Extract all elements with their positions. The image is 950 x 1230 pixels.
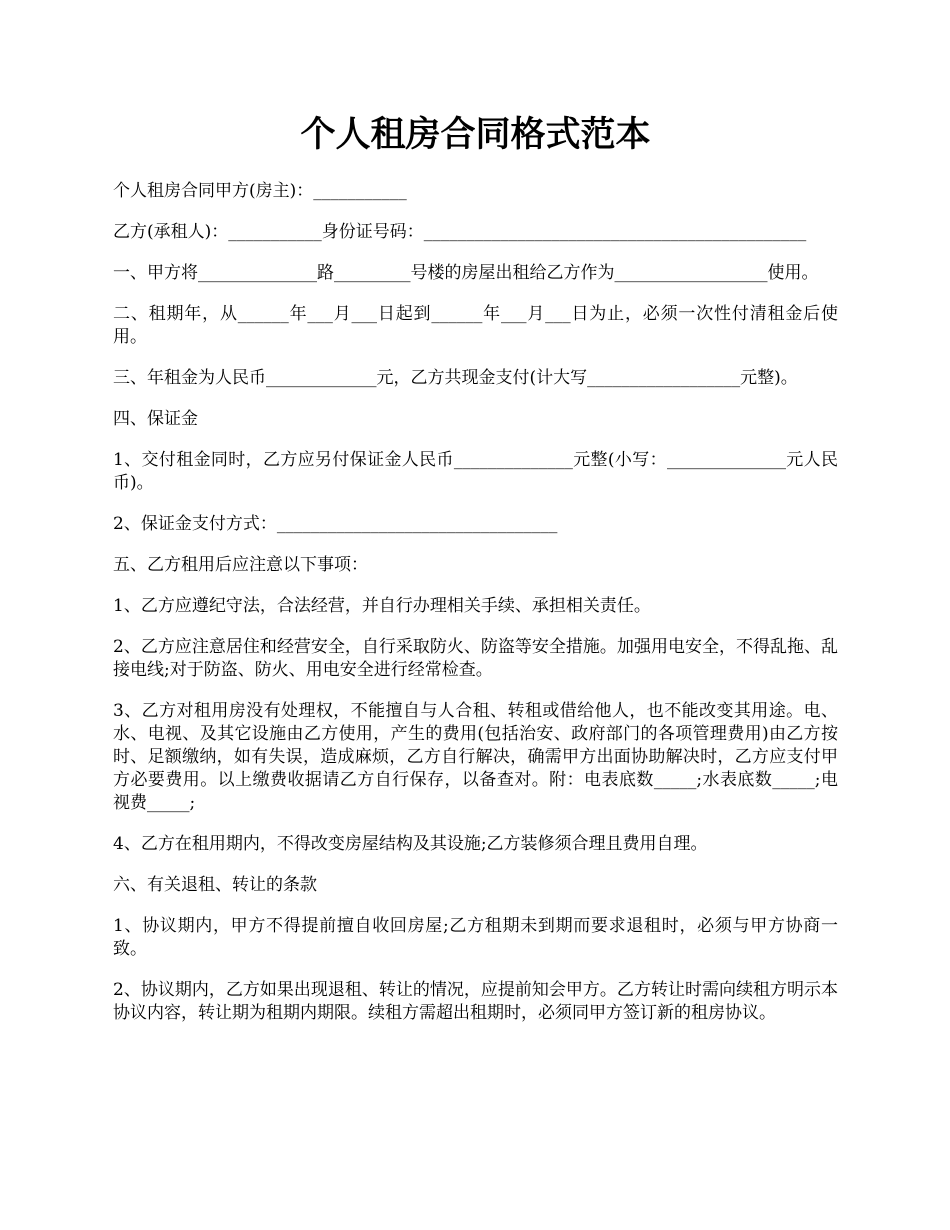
document-body [113, 180, 838, 1043]
clause-4-item-2: 2、保证金支付方式：_________________________________ [113, 514, 558, 534]
clause-5-item-3: 3、乙方对租用房没有处理权，不能擅自与人合租、转租或借给他人，也不能改变其用途。电、水、电视、及其它设施由乙方使用，产生的费用(包括治安、政府部门的各项管理费用)由乙方按时、足额缴纳，如有失误，造成麻烦，乙方自行解决，确需甲方出面协助解决时，乙方应支付甲方必要费用。以上缴费收据请乙方自行保存，以备查对。附：电表底数_____;水表底数_____;电视费_____; [113, 701, 838, 813]
clause-4-heading: 四、保证金 [113, 409, 198, 429]
party-a-line: 个人租房合同甲方(房主)：___________ [113, 181, 407, 201]
party-b-line: 乙方(承租人)：___________身份证号码：_____________________________________________ [113, 222, 807, 242]
clause-4-item-1: 1、交付租金同时，乙方应另付保证金人民币______________元整(小写：______________元人民币)。 [113, 450, 838, 493]
clause-5-item-4: 4、乙方在租用期内，不得改变房屋结构及其设施;乙方装修须合理且费用自理。 [113, 834, 708, 854]
clause-6-item-1: 1、协议期内，甲方不得提前擅自收回房屋;乙方租期未到期而要求退租时，必须与甲方协商一致。 [113, 916, 838, 959]
clause-6-heading: 六、有关退租、转让的条款 [113, 875, 317, 895]
clause-2-term: 二、租期年，从______年___月___日起到______年___月___日为止，必须一次性付清租金后使用。 [113, 304, 838, 347]
document-title: 个人租房合同格式范本 [300, 114, 651, 155]
clause-3-rent: 三、年租金为人民币_____________元，乙方共现金支付(计大写__________________元整)。 [113, 368, 798, 388]
clause-1-premises: 一、甲方将______________路_________号楼的房屋出租给乙方作为__________________使用。 [113, 263, 819, 283]
clause-6-item-2: 2、协议期内，乙方如果出现退租、转让的情况，应提前知会甲方。乙方转让时需向续租方明示本协议内容，转让期为租期内期限。续租方需超出租期时，必须同甲方签订新的租房协议。 [113, 980, 838, 1023]
clause-5-item-2: 2、乙方应注意居住和经营安全，自行采取防火、防盗等安全措施。加强用电安全，不得乱拖、乱接电线;对于防盗、防火、用电安全进行经常检查。 [113, 637, 838, 680]
clause-5-heading: 五、乙方租用后应注意以下事项： [113, 555, 368, 575]
clause-5-item-1: 1、乙方应遵纪守法，合法经营，并自行办理相关手续、承担相关责任。 [113, 596, 651, 616]
